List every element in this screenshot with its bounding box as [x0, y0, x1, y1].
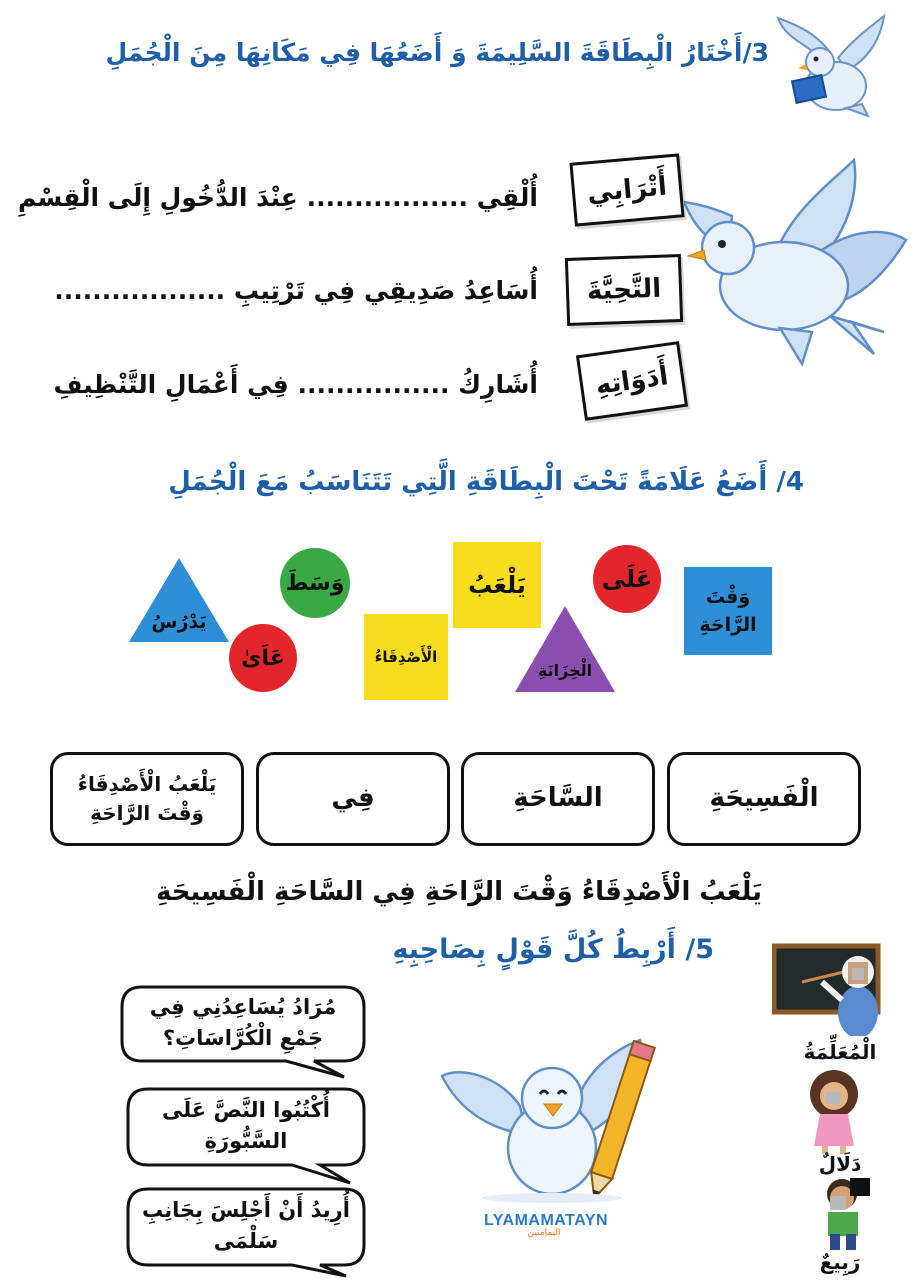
circle-red-left-shape[interactable]: عَاَىٰ — [229, 624, 297, 692]
speech-bubble-2-text[interactable]: أُكْتُبُوا النَّصَّ عَلَى السَّبُّورَةِ — [161, 1097, 330, 1153]
exercise5-title: 5/ أَرْبِطُ كُلَّ قَوْلٍ بِصَاحِبِهِ — [392, 934, 714, 965]
teacher-at-blackboard-icon — [772, 942, 896, 1036]
character-label-dalal: دَلَالٌ — [818, 1152, 862, 1176]
dove-with-pencil-icon — [440, 1036, 660, 1204]
word-card-atrabi[interactable]: أَتْرَابِي — [569, 153, 684, 226]
dove-reading-book-icon — [776, 12, 886, 120]
character-label-teacher: الْمُعَلِّمَةُ — [803, 1040, 877, 1064]
boy-child-icon — [814, 1176, 874, 1252]
exercise4-title: 4/ أَضَعُ عَلَامَةً تَحْتَ الْبِطَاقَةِ الَّتِي تَتَنَاسَبُ مَعَ الْجُمَلِ — [168, 467, 804, 497]
speech-bubble-3-text[interactable]: أُرِيدُ أَنْ أَجْلِسَ بِجَانِبِ سَلْمَى — [142, 1197, 350, 1253]
circle-red-right-shape[interactable]: عَلَى — [593, 545, 661, 613]
word-card-attahiyya[interactable]: التَّحِيَّةَ — [565, 254, 683, 326]
square-yellow-small-shape[interactable]: الْأَصْدِقَاءُ — [364, 614, 448, 700]
dove-flying-icon — [684, 156, 908, 376]
shape-label-yadrusu[interactable]: يَدْرُسُ — [151, 611, 207, 633]
answer-box-alfasiha[interactable]: الْفَسِيحَةِ — [667, 752, 861, 846]
character-label-rabia: رَبِيعٌ — [819, 1250, 861, 1274]
shape-label-alkhizana[interactable]: الْخِزَانَةِ — [537, 660, 593, 680]
answer-box-yalabu-alasdiqa[interactable]: يَلْعَبُ الْأَصْدِقَاءُ وَقْتَ الرَّاحَةِ — [50, 752, 244, 846]
exercise4-answer-sentence: يَلْعَبُ الْأَصْدِقَاءُ وَقْتَ الرَّاحَةِ فِي السَّاحَةِ الْفَسِيحَةِ — [155, 877, 762, 907]
answer-box-fi[interactable]: فِي — [256, 752, 450, 846]
exercise3-sentence-3: أُشَارِكُ ................ فِي أَعْمَالِ التَّنْظِيفِ — [53, 370, 538, 399]
logo-lyamamatayn: LYAMAMATAYN اليمامتين — [484, 1212, 609, 1238]
word-card-adawatihi[interactable]: أَدَوَاتِهِ — [576, 341, 688, 421]
exercise3-sentence-1: أُلْقِي ................. عِنْدَ الدُّخُولِ إِلَى الْقِسْمِ — [18, 183, 538, 212]
exercise3-title: 3/أَخْتَارُ الْبِطَاقَةَ السَّلِيمَةَ وَ أَضَعُهَا فِي مَكَانِهَا مِنَ الْجُمَلِ — [105, 38, 769, 67]
girl-child-icon — [802, 1070, 866, 1154]
speech-bubble-1-text[interactable]: مُرَادُ يُسَاعِدُنِي فِي جَمْعِ الْكُرَّاسَاتِ؟ — [149, 994, 337, 1050]
answer-box-assaha[interactable]: السَّاحَةِ — [461, 752, 655, 846]
square-blue-shape[interactable]: وَقْتَ الرَّاحَةِ — [684, 567, 772, 655]
square-yellow-big-shape[interactable]: يَلْعَبُ — [453, 542, 541, 628]
exercise3-sentence-2: أُسَاعِدُ صَدِيقِي فِي تَرْتِيبِ .................. — [54, 276, 538, 305]
circle-green-shape[interactable]: وَسَطَ — [280, 548, 350, 618]
